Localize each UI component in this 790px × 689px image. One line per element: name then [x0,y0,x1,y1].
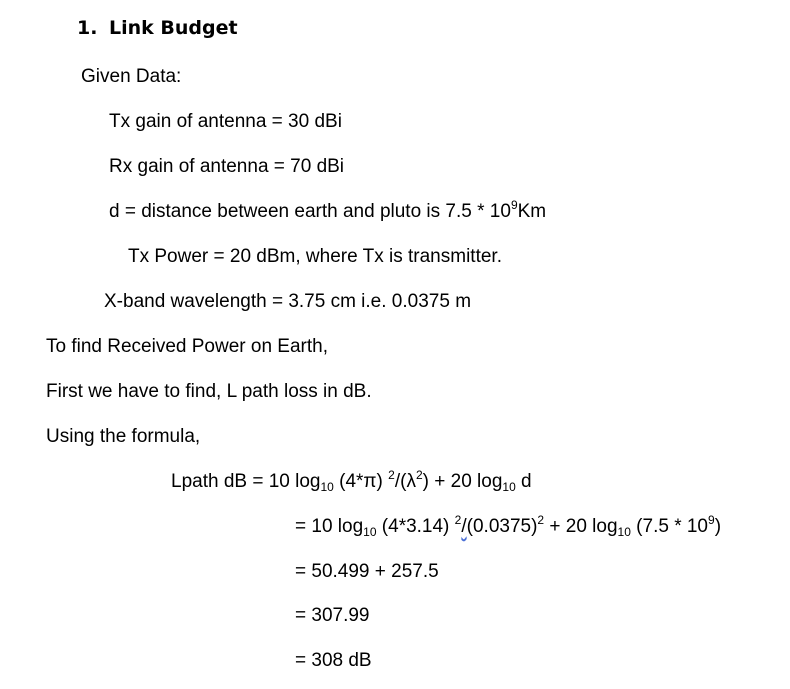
distance-unit: Km [517,201,547,222]
formula-2-part-d: (0.0375) [466,516,538,537]
formula-2-part-f: (7.5 * 10 [630,516,708,537]
formula-2-part-a: = 10 log [295,516,364,537]
formula-1-sup-1: 2 [388,468,395,482]
formula-1-part-a: Lpath dB = 10 log [171,471,321,492]
wavelength-text: X-band wavelength = 3.75 cm i.e. 0.0375 m [104,291,472,312]
formula-1-part-c: /(λ [394,471,416,492]
find-path-loss-text: First we have to find, L path loss in dB. [46,381,372,402]
formula-2-part-e: + 20 log [544,516,618,537]
formula-2-part-b: (4*3.14) [376,516,455,537]
tx-power-text: Tx Power = 20 dBm, where Tx is transmitter. [128,246,502,267]
tx-gain-text: Tx gain of antenna = 30 dBi [109,111,342,132]
formula-2-part-c: / [461,516,467,537]
formula-2-sup-1: 2 [454,513,462,527]
rx-gain-text: Rx gain of antenna = 70 dBi [109,156,345,177]
formula-line-4: = 307.99 [295,605,370,626]
distance-main: d = distance between earth and pluto is 7.5 * 10 [109,201,511,222]
formula-1-part-d: ) + 20 log [422,471,503,492]
formula-1-sup-2: 2 [415,468,423,482]
formula-line-5: = 308 dB [295,650,372,671]
formula-2-sup-3: 9 [708,513,715,527]
formula-line-1 [171,468,532,494]
formula-line-3: = 50.499 + 257.5 [295,561,439,582]
formula-line-2 [295,513,722,539]
distance-exponent: 9 [510,198,518,212]
given-data-label: Given Data: [81,66,182,87]
section-heading [77,17,238,39]
formula-1-part-e: d [515,471,532,492]
section-title: Link Budget [109,17,238,39]
formula-1-part-b: (4*π) [333,471,389,492]
using-formula-text: Using the formula, [46,426,201,447]
formula-2-sup-2: 2 [537,513,545,527]
formula-1-sub-1: 10 [320,480,334,494]
section-number: 1. [77,17,98,39]
formula-2-part-g: ) [714,516,722,537]
distance-text [109,198,547,223]
formula-1-sub-2: 10 [502,480,516,494]
formula-2-sub-2: 10 [617,525,631,539]
find-received-text: To find Received Power on Earth, [46,336,328,357]
formula-2-sub-1: 10 [363,525,377,539]
